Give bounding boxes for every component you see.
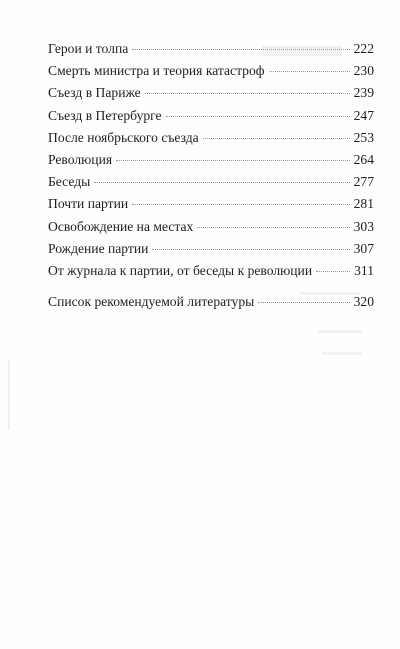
toc-entry[interactable] (48, 238, 374, 260)
toc-entry-title: После ноябрьского съезда (48, 129, 199, 145)
show-through-mark (8, 360, 10, 430)
toc-entry-title: Герои и толпа (48, 41, 129, 56)
dot-leader (116, 160, 350, 161)
toc-entry[interactable] (48, 127, 374, 149)
dot-leader (166, 116, 350, 117)
toc-entry[interactable] (48, 105, 374, 127)
toc-entry-title: Беседы (48, 174, 91, 190)
dot-leader (94, 182, 349, 183)
toc-entry-page: 311 (354, 262, 374, 278)
toc-entry-page: 230 (353, 63, 374, 79)
dot-leader (132, 204, 349, 205)
toc-entry-title: Смерть министра и теория катастроф (48, 63, 265, 79)
dot-leader (152, 249, 349, 250)
toc-entry[interactable] (48, 193, 374, 215)
toc-entry-page: 303 (353, 218, 374, 234)
toc-entry-title: Освобождение на местах (48, 218, 194, 234)
toc-entry[interactable] (48, 38, 374, 60)
dot-leader (269, 71, 350, 72)
show-through-mark (318, 330, 362, 333)
dot-leader (132, 49, 349, 50)
toc-entry[interactable] (48, 260, 374, 282)
table-of-contents (48, 38, 374, 282)
toc-entry[interactable] (48, 216, 374, 238)
dot-leader (258, 302, 349, 303)
toc-entry-page: 247 (353, 107, 374, 123)
dot-leader (197, 227, 349, 228)
dot-leader (203, 138, 350, 139)
toc-entry-page: 277 (353, 174, 374, 190)
toc-entry[interactable] (48, 149, 374, 171)
toc-entry-title: Почти партии (48, 196, 129, 212)
toc-entry-page: 281 (353, 196, 374, 212)
show-through-mark (322, 352, 362, 355)
toc-entry-page: 264 (353, 151, 374, 167)
dot-leader (316, 271, 350, 272)
toc-entry-page: 253 (353, 129, 374, 145)
toc-entry[interactable] (48, 171, 374, 193)
toc-entry-bibliography[interactable] (48, 291, 374, 313)
toc-entry-page: 222 (353, 41, 374, 56)
toc-entry[interactable] (48, 60, 374, 82)
toc-entry-title: Съезд в Париже (48, 85, 141, 101)
dot-leader (145, 93, 350, 94)
toc-entry-title: От журнала к партии, от беседы к революции (48, 262, 313, 278)
toc-entry-title: Список рекомендуемой литературы (48, 294, 255, 309)
toc-entry-title: Рождение партии (48, 240, 149, 256)
toc-entry-page: 239 (353, 85, 374, 101)
bibliography-section (48, 291, 374, 313)
toc-entry-page: 320 (353, 294, 374, 309)
toc-entry-page: 307 (353, 240, 374, 256)
toc-entry[interactable] (48, 82, 374, 104)
toc-entry-title: Съезд в Петербурге (48, 107, 162, 123)
toc-entry-title: Революция (48, 151, 113, 167)
